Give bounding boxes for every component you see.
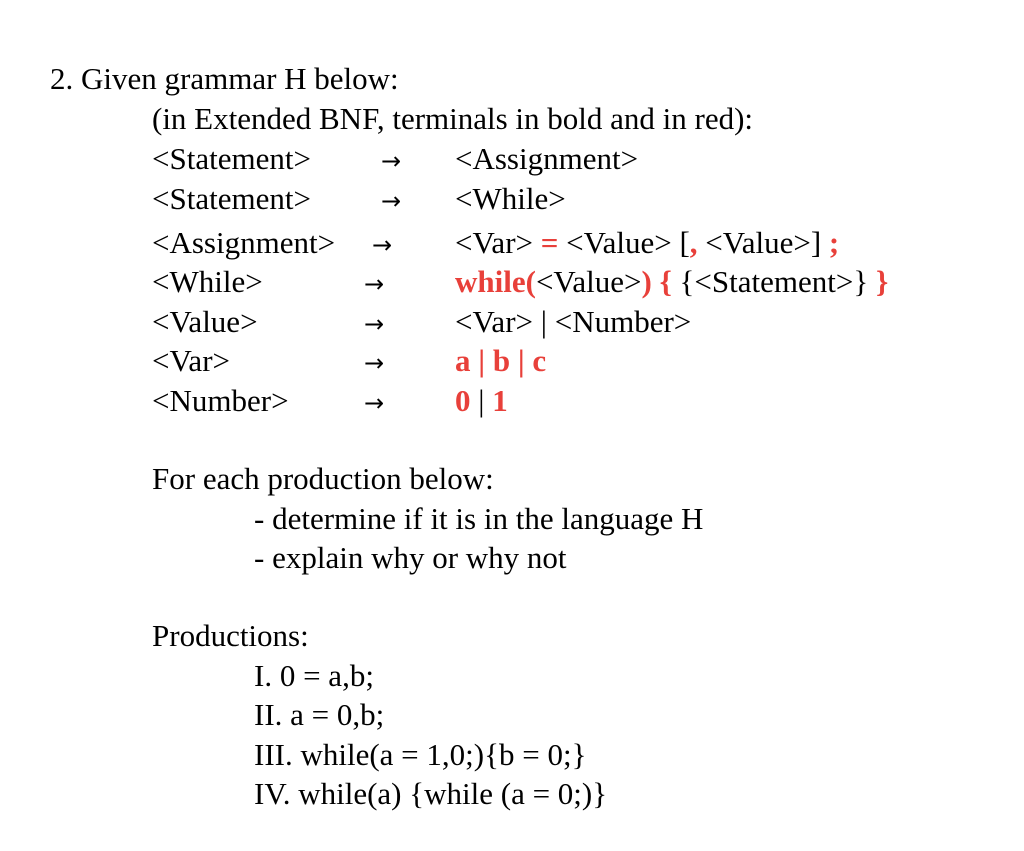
terminal-close-paren: ) xyxy=(641,264,652,299)
terminal-one: 1 xyxy=(492,383,508,418)
rule-arrow: → xyxy=(364,270,385,298)
nonterminal-text: <Value>] xyxy=(697,225,829,260)
production-item: I. 0 = a,b; xyxy=(254,658,374,693)
rule-lhs-while: <While> xyxy=(152,264,263,299)
terminal-b: b xyxy=(492,343,511,378)
question-heading: 2. Given grammar H below: xyxy=(50,61,399,96)
rule-lhs-value: <Value> xyxy=(152,304,258,339)
nonterminal-text: <Value> [ xyxy=(558,225,690,260)
space-text xyxy=(652,264,660,299)
rule-rhs-var-def xyxy=(455,345,546,376)
terminal-zero: 0 xyxy=(455,383,471,418)
question-subheading: (in Extended BNF, terminals in bold and in red): xyxy=(152,101,754,136)
rule-rhs-while: <While> xyxy=(455,181,566,216)
nonterminal-text: <Value> xyxy=(535,264,642,299)
rule-arrow: → xyxy=(381,147,402,175)
rule-rhs-assignment-def xyxy=(455,227,839,258)
rule-arrow: → xyxy=(364,389,385,417)
production-item: IV. while(a) {while (a = 0;)} xyxy=(254,776,608,811)
terminal-semicolon: ; xyxy=(828,225,840,260)
rule-rhs-assignment: <Assignment> xyxy=(455,141,639,176)
rule-arrow: → xyxy=(364,349,385,377)
rule-arrow: → xyxy=(364,310,385,338)
rule-rhs-number-def xyxy=(455,385,508,416)
rule-lhs-assignment: <Assignment> xyxy=(152,225,336,260)
terminal-while-open: while( xyxy=(455,264,536,299)
rule-lhs-statement: <Statement> xyxy=(152,181,311,216)
rule-rhs-while-def xyxy=(455,266,888,297)
terminal-comma: , xyxy=(689,225,698,260)
rule-arrow: → xyxy=(381,187,402,215)
production-item: III. while(a = 1,0;){b = 0;} xyxy=(254,737,587,772)
instruction-item: - explain why or why not xyxy=(254,540,567,575)
terminal-equals: = xyxy=(540,225,559,260)
rule-lhs-statement: <Statement> xyxy=(152,141,311,176)
rule-arrow: → xyxy=(372,231,393,259)
terminal-open-brace: { xyxy=(659,264,672,299)
nonterminal-text: {<Statement>} xyxy=(671,264,876,299)
instruction-item: - determine if it is in the language H xyxy=(254,501,704,536)
rule-rhs-value-def: <Var> | <Number> xyxy=(455,304,692,339)
terminal-close-brace: } xyxy=(876,264,889,299)
separator-bar: | xyxy=(470,383,493,418)
instructions-intro: For each production below: xyxy=(152,461,494,496)
terminal-a: a xyxy=(455,343,471,378)
productions-label: Productions: xyxy=(152,618,309,653)
production-item: II. a = 0,b; xyxy=(254,697,385,732)
separator-bar: | xyxy=(470,343,493,378)
separator-bar: | xyxy=(510,343,533,378)
rule-lhs-var: <Var> xyxy=(152,343,230,378)
terminal-c: c xyxy=(532,343,547,378)
rule-lhs-number: <Number> xyxy=(152,383,289,418)
nonterminal-text: <Var> xyxy=(455,225,541,260)
